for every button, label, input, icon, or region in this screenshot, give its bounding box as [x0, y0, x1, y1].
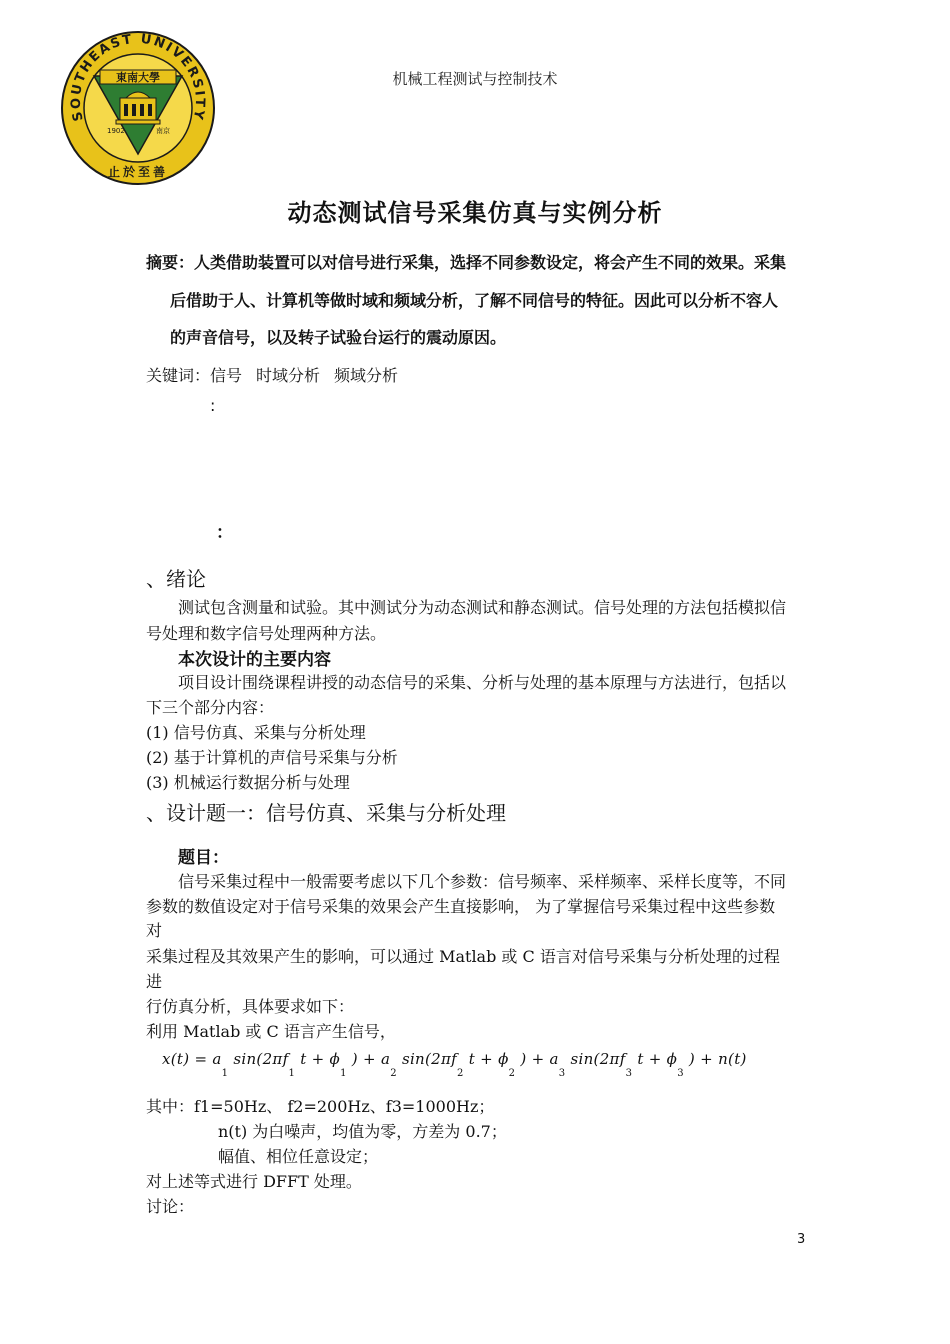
- paragraph-line: 对: [146, 921, 163, 940]
- equation-part: x(t) = a: [162, 1050, 222, 1068]
- keyword: 信号: [210, 366, 243, 385]
- stray-colon: ：: [216, 523, 233, 543]
- list-item: (2) 基于计算机的声信号采集与分析: [146, 748, 398, 767]
- abstract-line: 后借助于人、计算机等做时域和频域分析，了解不同信号的特征。因此可以分析不容人: [170, 291, 779, 310]
- paragraph-line: 采集过程及其效果产生的影响，可以通过 Matlab 或 C 语言对信号采集与分析处理的过程: [146, 947, 780, 966]
- equation-part: ) + a: [515, 1050, 559, 1068]
- equation-subscript: 3: [625, 1068, 633, 1079]
- paragraph-line: 参数的数值设定对于信号采集的效果会产生直接影响， 为了掌握信号采集过程中这些参数: [146, 897, 776, 916]
- paragraph-line: 项目设计围绕课程讲授的动态信号的采集、分析与处理的基本原理与方法进行，包括以: [178, 673, 787, 692]
- equation-part: sin(2πf: [565, 1050, 626, 1068]
- paragraph-line: 其中：f1=50Hz、 f2=200Hz、f3=1000Hz；: [146, 1097, 495, 1116]
- paragraph-line: n(t) 为白噪声，均值为零，方差为 0.7；: [218, 1122, 507, 1141]
- subheading-topic: 题目：: [178, 848, 229, 868]
- equation-part: t + ϕ: [295, 1050, 341, 1068]
- paragraph-line: 信号采集过程中一般需要考虑以下几个参数：信号频率、采样频率、采样长度等，不同: [178, 872, 787, 891]
- paragraph-line: 讨论：: [146, 1197, 195, 1216]
- subheading-main-content: 本次设计的主要内容: [178, 650, 331, 670]
- paragraph-line: 对上述等式进行 DFFT 处理。: [146, 1172, 362, 1191]
- equation-subscript: 2: [390, 1068, 397, 1079]
- running-header: 机械工程测试与控制技术: [392, 70, 558, 88]
- abstract-line: 摘要：人类借助装置可以对信号进行采集，选择不同参数设定，将会产生不同的效果。采集: [146, 253, 787, 272]
- equation-subscript: 3: [677, 1068, 684, 1079]
- paragraph-line: 测试包含测量和试验。其中测试分为动态测试和静态测试。信号处理的方法包括模拟信: [178, 598, 787, 617]
- logo-ring-text: SOUTHEAST UNIVERSITY: [68, 31, 208, 123]
- equation-subscript: 1: [340, 1068, 347, 1079]
- equation-subscript: 1: [288, 1068, 296, 1079]
- equation-part: t + ϕ: [632, 1050, 678, 1068]
- keyword: 时域分析: [256, 366, 321, 385]
- section-heading-design-1: 、设计题一：信号仿真、采集与分析处理: [146, 801, 506, 825]
- paragraph-line: 号处理和数字信号处理两种方法。: [146, 624, 387, 643]
- equation-part: sin(2πf: [228, 1050, 289, 1068]
- equation-part: t + ϕ: [463, 1050, 509, 1068]
- equation-subscript: 3: [558, 1068, 566, 1079]
- stray-colon: :: [210, 396, 216, 415]
- paragraph-line: 利用 Matlab 或 C 语言产生信号，: [146, 1022, 396, 1041]
- paragraph-line: 下三个部分内容：: [146, 698, 275, 717]
- list-item: (1) 信号仿真、采集与分析处理: [146, 723, 366, 742]
- section-heading-introduction: 、绪论: [146, 567, 206, 591]
- logo-motto: 止於至善: [107, 165, 169, 179]
- equation-part: ) + a: [346, 1050, 391, 1068]
- logo-year: 1902: [107, 127, 125, 135]
- paragraph-line: 幅值、相位任意设定；: [218, 1147, 379, 1166]
- equation-subscript: 2: [508, 1068, 516, 1079]
- equation-subscript: 1: [221, 1068, 229, 1079]
- paragraph-line: 进: [146, 972, 163, 991]
- signal-equation: [162, 1050, 747, 1079]
- logo-chinese-name: 東南大學: [116, 71, 160, 84]
- list-item: (3) 机械运行数据分析与处理: [146, 773, 350, 792]
- university-logo: [60, 30, 216, 186]
- keywords-label: 关键词：: [146, 366, 211, 385]
- equation-part: ) + n(t): [683, 1050, 747, 1068]
- abstract-line: 的声音信号，以及转子试验台运行的震动原因。: [170, 328, 507, 347]
- logo-city: 南京: [156, 127, 170, 135]
- paragraph-line: 行仿真分析，具体要求如下：: [146, 997, 355, 1016]
- keywords: [146, 363, 412, 386]
- keyword: 频域分析: [334, 366, 399, 385]
- page-number: 3: [797, 1232, 806, 1247]
- equation-subscript: 2: [457, 1068, 464, 1079]
- document-title: 动态测试信号采集仿真与实例分析: [287, 199, 663, 227]
- equation-part: sin(2πf: [396, 1050, 458, 1068]
